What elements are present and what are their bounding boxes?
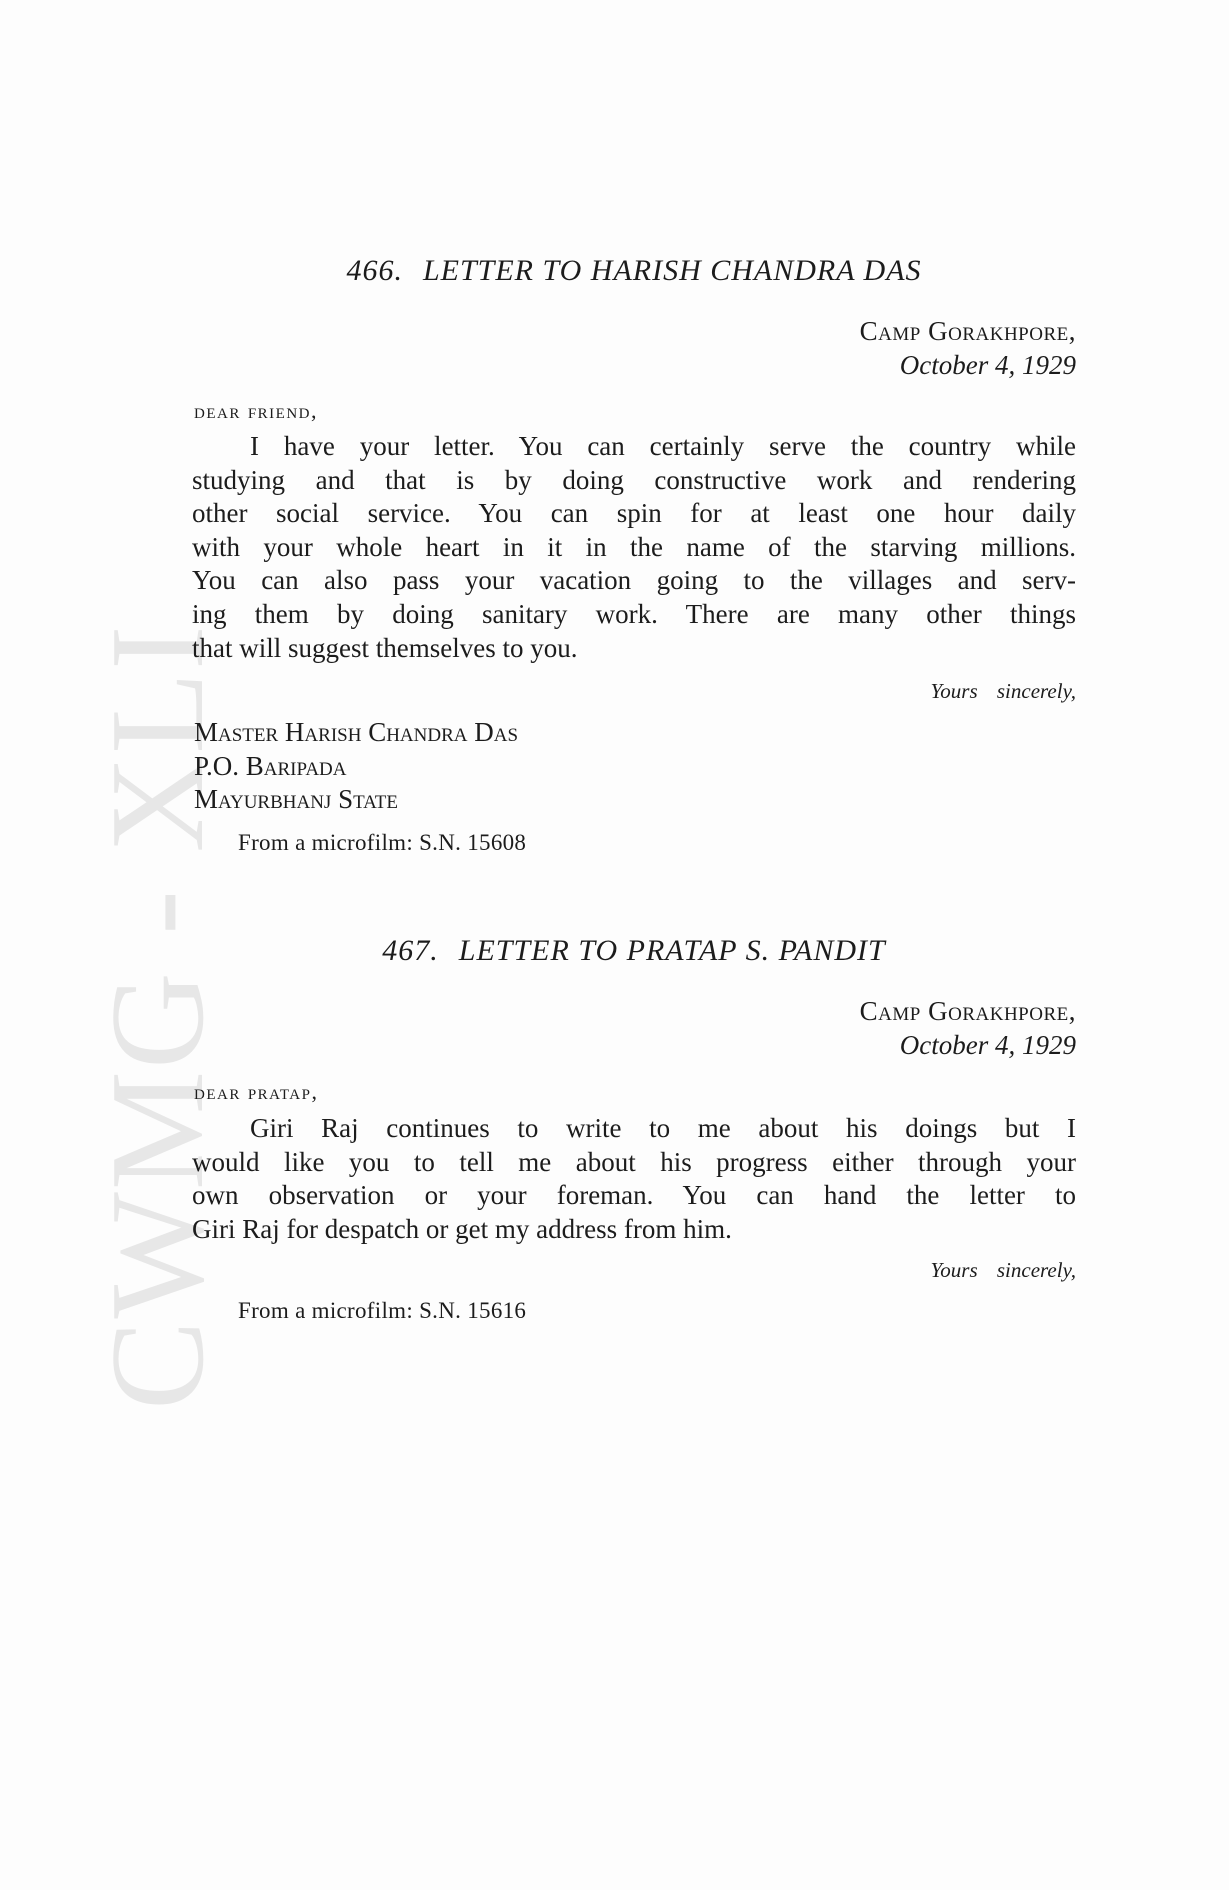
letter-title: LETTER TO HARISH CHANDRA DAS: [422, 254, 922, 287]
letter-place: Camp Gorakhpore,: [859, 996, 1076, 1026]
body-line: studying and that is by doing constructive work and rendering: [192, 464, 1076, 495]
body-line: I have your letter. You can certainly serve the country while: [250, 431, 1076, 461]
letter-heading: [192, 934, 1076, 968]
letter-place: Camp Gorakhpore,: [859, 316, 1076, 346]
recipient-address: [194, 716, 518, 817]
body-line: would like you to tell me about his progress either through your: [192, 1146, 1076, 1177]
letter-body: [192, 430, 1076, 665]
letter-date: October 4, 1929: [899, 350, 1076, 380]
address-line: Mayurbhanj State: [194, 784, 399, 814]
watermark-text: CWMG - XLI: [83, 623, 231, 1410]
closing: Yours sincerely,: [930, 679, 1076, 703]
source-note: From a microfilm: S.N. 15608: [238, 830, 527, 855]
letter-title: LETTER TO PRATAP S. PANDIT: [458, 934, 886, 967]
closing: Yours sincerely,: [930, 1258, 1076, 1282]
body-line: own observation or your foreman. You can hand the letter to: [192, 1180, 1076, 1211]
letter-date: October 4, 1929: [899, 1030, 1076, 1060]
body-line: Giri Raj for despatch or get my address from him.: [192, 1213, 732, 1244]
salutation: dear friend,: [194, 398, 319, 423]
body-line: ing them by doing sanitary work. There are many other things: [192, 598, 1076, 629]
body-line: with your whole heart in it in the name of the starving millions.: [192, 531, 1076, 562]
address-line: Master Harish Chandra Das: [194, 717, 519, 747]
body-line: other social service. You can spin for at least one hour daily: [192, 498, 1076, 529]
body-line: Giri Raj continues to write to me about his doings but I: [250, 1113, 1076, 1143]
source-note: From a microfilm: S.N. 15616: [238, 1298, 527, 1323]
salutation: dear pratap,: [194, 1079, 319, 1104]
letter-number: 466.: [346, 254, 403, 287]
letter-body: [192, 1112, 1076, 1246]
address-line: P.O. Baripada: [194, 750, 347, 781]
letter-heading: [192, 254, 1076, 288]
body-line: that will suggest themselves to you.: [192, 632, 578, 663]
letter-number: 467.: [382, 934, 439, 967]
body-line: You can also pass your vacation going to the villages and serv-: [192, 565, 1076, 596]
